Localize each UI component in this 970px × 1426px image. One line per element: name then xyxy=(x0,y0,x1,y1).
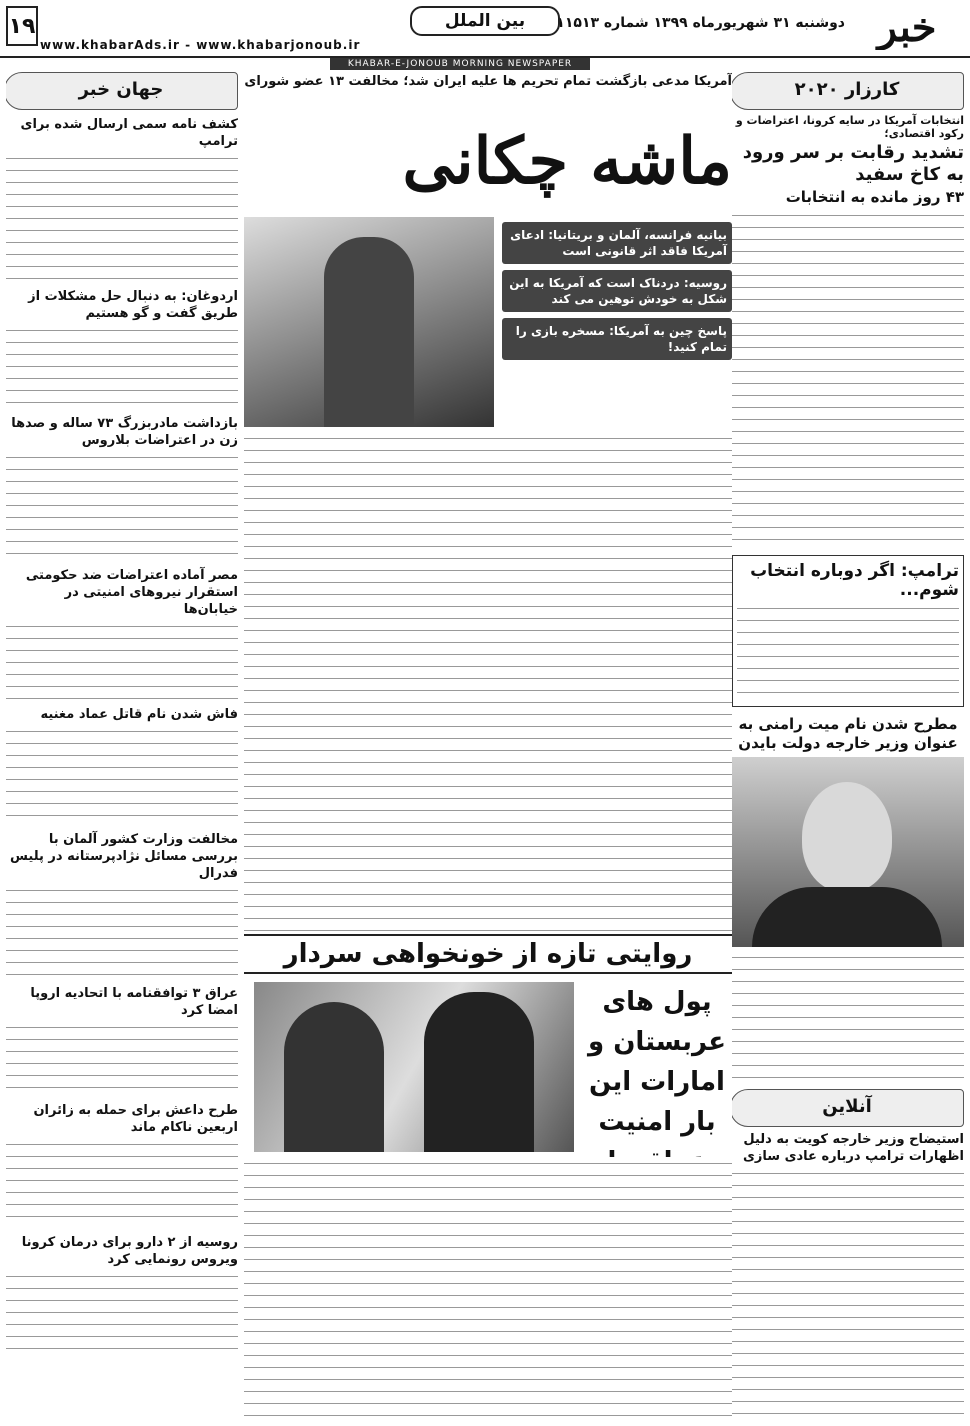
election-subheadline: ۴۳ روز مانده به انتخابات xyxy=(785,188,964,206)
masthead xyxy=(0,0,970,58)
left-headline: فاش شدن نام قاتل عماد مغنیه xyxy=(40,707,238,722)
center-column xyxy=(244,72,732,1418)
left-column xyxy=(6,72,238,1418)
election-article-body xyxy=(732,209,964,549)
trump-box-body xyxy=(737,602,959,702)
website-links[interactable]: www.khabarAds.ir - www.khabarjonoub.ir xyxy=(40,38,361,52)
left-article-body xyxy=(6,620,238,700)
main-kicker: آمریکا مدعی بازگشت تمام تحریم ها علیه ایران شد؛ مخالفت ۱۳ عضو شورای xyxy=(244,74,732,89)
quote-boxes xyxy=(502,222,732,402)
main-article-body xyxy=(244,432,732,932)
left-headline: بازداشت مادربزرگ ۷۳ ساله و صدها زن در اعتراضات بلاروس xyxy=(11,416,238,448)
online-banner: آنلاین xyxy=(732,1089,964,1127)
newspaper-logo: خبر xyxy=(877,6,937,50)
kuwait-headline: استیضاح وزیر خارجه کویت به دلیل اظهارات ترامپ درباره عادی سازی xyxy=(743,1132,964,1164)
kuwait-article-body xyxy=(732,1167,964,1418)
issue-date-line: دوشنبه ۳۱ شهریور‌ماه ۱۳۹۹ شماره ۱۱۵۱۳ xyxy=(556,15,845,31)
left-article-body xyxy=(6,1021,238,1096)
trump-photo xyxy=(244,217,494,427)
left-article-body xyxy=(6,1270,238,1350)
left-article-body xyxy=(6,324,238,409)
page-number: ۱۹ xyxy=(6,6,38,46)
campaign-banner: کارزار ۲۰۲۰ xyxy=(732,72,964,110)
left-headline: روسیه از ۲ دارو برای درمان کرونا ویروس رونمایی کرد xyxy=(21,1235,238,1267)
election-headline: تشدید رقابت بر سر ورود به کاخ سفید xyxy=(742,142,964,185)
left-article-body xyxy=(6,725,238,825)
left-headline: عراق ۳ توافقنامه با اتحادیه اروپا امضا کرد xyxy=(30,986,238,1018)
left-headline: طرح داعش برای حمله به زائران اربعین ناکام ماند xyxy=(33,1103,238,1135)
election-kicker: انتخابات آمریکا در سایه کرونا، اعتراضات و رکود اقتصادی؛ xyxy=(735,114,964,140)
world-news-banner: جهان خبر xyxy=(6,72,238,110)
soleimani-headline: روایتی تازه از خونخواهی سردار xyxy=(244,934,732,974)
europe-quote: بیانیه فرانسه، آلمان و بریتانیا: ادعای آمریکا فاقد اثر قانونی است xyxy=(502,222,732,264)
left-headline: مخالفت وزارت کشور آلمان با بررسی مسائل نژادپرستانه در پلیس فدرال xyxy=(10,832,238,881)
romney-article-body xyxy=(732,951,964,1081)
left-headline: اردوغان: به دنبال حل مشکلات از طریق گفت و گو هستیم xyxy=(28,289,238,321)
left-article-body xyxy=(6,1138,238,1228)
left-headline: کشف نامه سمی ارسال شده برای ترامپ xyxy=(20,117,238,149)
left-article-body xyxy=(6,152,238,282)
romney-headline: مطرح شدن نام میت رامنی به عنوان وزیر خارجه دولت بایدن xyxy=(738,715,958,752)
romney-photo xyxy=(732,757,964,947)
left-article-body xyxy=(6,884,238,979)
china-quote: پاسخ چین به آمریکا: مسخره بازی را تمام کنید! xyxy=(502,318,732,360)
soleimani-article-body xyxy=(244,1157,732,1418)
russia-quote: روسیه: دردناک است که آمریکا به این شکل به خودش توهین می کند xyxy=(502,270,732,312)
iraq-side-headline: پول های عربستان و امارات این بار امنیت xyxy=(588,987,726,1137)
soleimani-photo xyxy=(254,982,574,1152)
left-article-body xyxy=(6,451,238,561)
left-headline: مصر آماده اعتراضات ضد حکومتی استقرار نیروهای امنیتی در خیابان‌ها xyxy=(25,568,238,617)
right-column xyxy=(732,72,964,1418)
trump-box-headline: ترامپ: اگر دوباره انتخاب شوم... xyxy=(750,561,959,600)
section-label: بین الملل xyxy=(410,6,560,36)
trump-box xyxy=(732,555,964,707)
english-title: KHABAR-E-JONOUB MORNING NEWSPAPER xyxy=(330,58,590,70)
main-title: ماشه چکانی xyxy=(402,124,732,199)
